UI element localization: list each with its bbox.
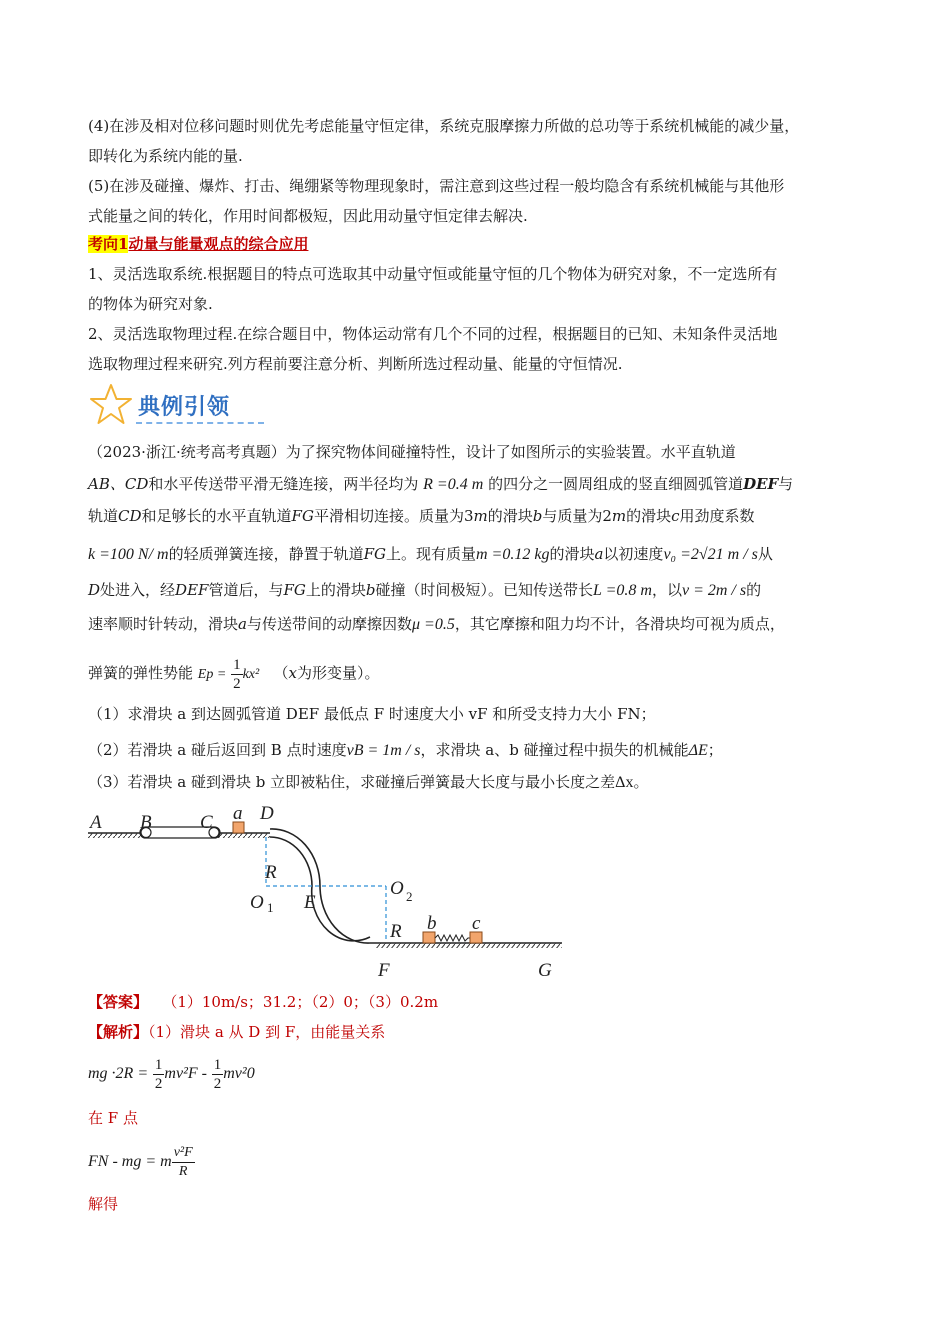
belt-length: L =0.8 m	[592, 582, 652, 599]
velocity-b: vB = 1m / s	[346, 742, 421, 759]
spring	[435, 935, 470, 941]
denominator: 2	[154, 1075, 163, 1092]
pipe-outer	[270, 829, 370, 943]
example-banner	[88, 380, 268, 428]
label-G: G	[538, 960, 552, 981]
analysis-text: （1）滑块 a 从 D 到 F，由能量关系	[148, 1023, 386, 1041]
text-span: 和足够长的水平直轨道	[141, 507, 292, 525]
text-span: 的四分之一圆周组成的竖直细圆弧管道	[488, 475, 744, 493]
lower-hatch	[376, 943, 562, 948]
text-span: 平滑相切连接。质量为3	[313, 507, 474, 525]
block-a: a	[594, 545, 604, 563]
label-O1: O	[250, 892, 264, 913]
label-D: D	[260, 803, 274, 824]
text-span: 为形变量）。	[297, 664, 380, 682]
pipe-def: DEF	[175, 581, 209, 599]
mass-m: m	[611, 507, 627, 525]
text-span: 用劲度系数	[679, 507, 755, 525]
question-1: （1）求滑块 a 到达圆弧管道 DEF 最低点 F 时速度大小 vF 和所受支持力大小 FN；	[88, 705, 656, 723]
text-span: 上的滑块	[305, 581, 366, 599]
problem-line-5	[88, 580, 761, 601]
label-A: A	[90, 812, 102, 833]
text-span: 的滑块	[626, 507, 672, 525]
denominator: R	[178, 1163, 188, 1179]
section-item-1-line-1: 1、灵活选取系统.根据题目的特点可选取其中动量守恒或能量守恒的几个物体为研究对象，不一定选所有	[88, 265, 778, 283]
text-span: （	[273, 664, 289, 682]
pipe-def: DEF	[743, 475, 779, 493]
point-4-line-1: (4)在涉及相对位移问题时则优先考虑能量守恒定律，系统克服摩擦力所做的总功等于系统机械能的减少量，	[88, 117, 800, 135]
text-span: ，求滑块 a、b 碰撞过程中损失的机械能	[420, 741, 689, 759]
solve-label: 解得	[88, 1195, 119, 1213]
label-c: c	[472, 913, 481, 934]
half-fraction	[231, 656, 243, 693]
text-span: 与质量为2	[542, 507, 612, 525]
track-fg: FG	[291, 507, 314, 525]
problem-line-6	[88, 614, 785, 635]
star-icon	[88, 382, 134, 428]
text-span: 从	[757, 545, 773, 563]
section-item-1-line-2: 的物体为研究对象.	[88, 295, 213, 313]
initial-velocity: v₀ =2√21 m / s	[663, 546, 758, 563]
belt-speed: v = 2m / s	[681, 582, 747, 599]
elastic-energy-lhs: Ep =	[197, 667, 227, 682]
problem-line-7	[88, 654, 380, 694]
energy-loss: ΔE	[688, 742, 708, 759]
point-5-line-2: 式能量之间的转化，作用时间都极短，因此用动量守恒定律去解决.	[88, 207, 528, 225]
elastic-energy-rhs: kx²	[242, 667, 260, 682]
mass-m: m	[473, 507, 488, 525]
label-R2: R	[390, 921, 402, 942]
text-span: 管道后，与	[208, 581, 284, 599]
label-a: a	[233, 803, 243, 824]
text-span: 轨道	[88, 507, 119, 525]
track-ab-cd: AB、CD	[88, 475, 149, 493]
eq1-lhs: mg ·2R =	[88, 1065, 149, 1082]
block-a: a	[238, 615, 247, 633]
point-4-line-2: 即转化为系统内能的量.	[88, 147, 243, 165]
banner-underline	[136, 422, 264, 424]
label-F: F	[378, 960, 390, 981]
radius-value: R =0.4 m	[423, 476, 484, 493]
text-span: 的轻质弹簧连接，静置于轨道	[168, 545, 364, 563]
banner-title: 典例引领	[138, 395, 231, 420]
problem-line-4	[88, 544, 773, 565]
question-2	[88, 740, 723, 761]
answer-text: （1）10m/s；31.2；（2）0；（3）0.2m	[162, 993, 439, 1011]
text-span: 处进入，经	[100, 581, 176, 599]
eq1-term-2: mv²0	[223, 1065, 255, 1082]
point-5-line-1: (5)在涉及碰撞、爆炸、打击、绳绷紧等物理现象时，需注意到这些过程一般均隐含有系统机械能与其他形	[88, 177, 785, 195]
variable-x: x	[288, 664, 297, 682]
text-span: 的滑块	[549, 545, 595, 563]
label-b: b	[427, 913, 437, 934]
spring-constant: k =100 N/ m	[88, 546, 169, 563]
answer-label: 【答案】	[88, 993, 149, 1011]
friction-coefficient: μ =0.5	[411, 616, 455, 633]
section-item-2-line-1: 2、灵活选取物理过程.在综合题目中，物体运动常有几个不同的过程，根据题目的已知、未知条件灵活地	[88, 325, 778, 343]
text-span: 。	[633, 773, 649, 791]
text-span: （3）若滑块 a 碰到滑块 b 立即被粘住，求碰撞后弹簧最大长度与最小长度之差	[88, 773, 616, 791]
delta-x: Δx	[615, 774, 634, 791]
text-span: 与	[778, 475, 794, 493]
denominator: 2	[233, 675, 241, 692]
text-span: 的	[746, 581, 762, 599]
text-span: 和水平传送带平滑无缝连接，两半径均为	[148, 475, 419, 493]
analysis-label: 【解析】	[88, 1023, 149, 1041]
eq1-frac-1	[153, 1056, 165, 1093]
section-item-2-line-2: 选取物理过程来研究.列方程前要注意分析、判断所选过程动量、能量的守恒情况.	[88, 355, 623, 373]
equation-2	[88, 1142, 195, 1181]
problem-line-3	[88, 506, 755, 526]
label-O1-sub: 1	[267, 900, 274, 915]
track-cd: CD	[118, 507, 142, 525]
text-span: （2）若滑块 a 碰后返回到 B 点时速度	[88, 741, 347, 759]
numerator: 1	[154, 1056, 163, 1073]
apparatus-diagram	[80, 800, 580, 990]
label-B: B	[140, 812, 152, 833]
answer-line	[88, 992, 438, 1012]
at-point-f: 在 F 点	[88, 1109, 138, 1127]
label-O2-sub: 2	[406, 889, 413, 904]
track-fg: FG	[363, 545, 386, 563]
text-span: 碰撞（时间极短）。已知传送带长	[375, 581, 593, 599]
eq2-frac	[172, 1144, 195, 1181]
problem-line-1: （2023·浙江·统考高考真题）为了探究物体间碰撞特性，设计了如图所示的实验装置。水平直轨道	[88, 443, 736, 461]
section-title: 动量与能量观点的综合应用	[128, 235, 309, 253]
section-tag: 考向1	[88, 235, 129, 253]
numerator: 1	[213, 1056, 222, 1073]
text-span: 弹簧的弹性势能	[88, 664, 194, 682]
eq1-frac-2	[212, 1056, 224, 1093]
text-span: 与传送带间的动摩擦因数	[246, 615, 412, 633]
section-heading	[88, 234, 308, 254]
mass-value: m =0.12 kg	[476, 546, 550, 563]
equation-1	[88, 1054, 255, 1093]
label-R1: R	[265, 862, 277, 883]
label-O2: O	[390, 878, 404, 899]
text-span: 上。现有质量	[385, 545, 476, 563]
block-b: b	[365, 581, 376, 599]
numerator: 1	[233, 656, 241, 673]
block-c: c	[671, 507, 680, 525]
text-span: ；	[707, 741, 723, 759]
eq2-lhs: FN - mg = m	[88, 1153, 172, 1170]
label-C: C	[200, 812, 213, 833]
track-fg: FG	[283, 581, 306, 599]
text-span: ，以	[651, 581, 682, 599]
block-b: b	[532, 507, 543, 525]
point-d: D	[88, 581, 101, 599]
eq1-term-1: mv²F -	[164, 1065, 207, 1082]
numerator: v²F	[172, 1144, 195, 1163]
question-3	[88, 772, 648, 793]
text-span: 速率顺时针转动，滑块	[88, 615, 239, 633]
text-span: 的滑块	[487, 507, 533, 525]
problem-line-2	[88, 474, 793, 495]
analysis-line	[88, 1022, 385, 1042]
label-E: E	[304, 892, 316, 913]
text-span: ，其它摩擦和阻力均不计，各滑块均可视为质点，	[454, 615, 785, 633]
text-span: 以初速度	[603, 545, 664, 563]
denominator: 2	[213, 1075, 222, 1092]
